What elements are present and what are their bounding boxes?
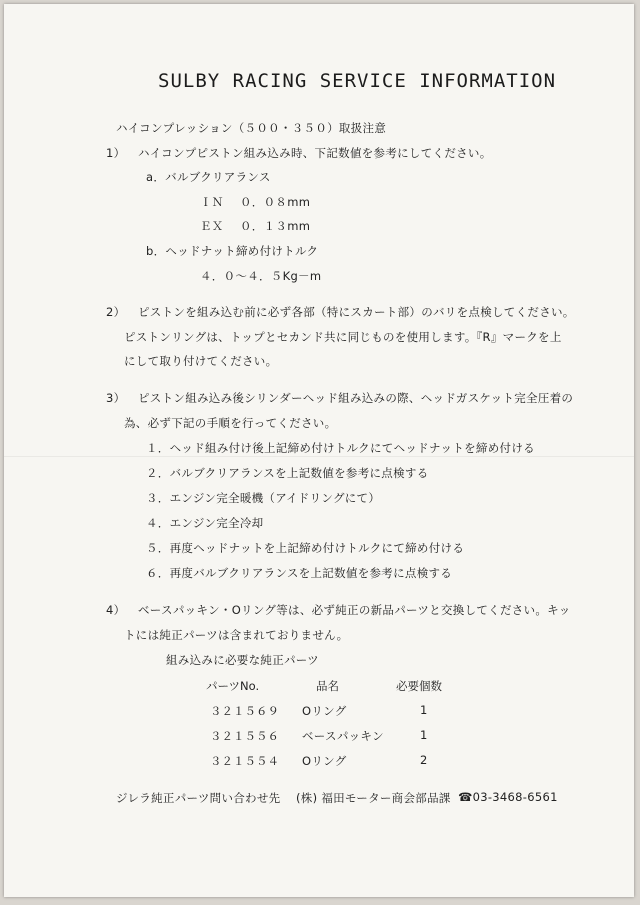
procedure-step: ６．再度バルブクリアランスを上記数値を参考に点検する [146, 566, 453, 580]
section-3-line-2: 為、必ず下記の手順を行ってください。 [124, 416, 337, 430]
section-3-number: 3） [106, 391, 126, 405]
paper-fold-line [4, 456, 634, 457]
section-1-number: 1） [106, 146, 126, 160]
inquiry-label: ジレラ純正パーツ問い合わせ先 [116, 791, 281, 805]
section-3-line-1: ピストン組み込み後シリンダーヘッド組み込みの際、ヘッドガスケット完全圧着の [138, 391, 574, 405]
table-cell-name: ベースパッキン [302, 729, 384, 743]
table-cell-qty: 1 [420, 703, 428, 717]
torque-value: ４．０～４．５Kg－m [200, 269, 322, 283]
procedure-step: ３．エンジン完全暖機（アイドリングにて） [146, 491, 381, 505]
procedure-step: ２．バルブクリアランスを上記数値を参考に点検する [146, 466, 429, 480]
table-header-qty: 必要個数 [396, 679, 442, 693]
table-cell-part-no: ３２１５５４ [210, 754, 279, 768]
company-name: (株) 福田モーター商会部品課 [296, 791, 451, 805]
ex-value: ０．１３mm [240, 219, 311, 233]
torque-label: b．ヘッドナット締め付けトルク [146, 244, 319, 258]
table-cell-name: Oリング [302, 704, 347, 718]
section-4-number: 4） [106, 603, 126, 617]
document-subtitle: ハイコンプレッション（５００・３５０）取扱注意 [116, 121, 387, 135]
document-title: SULBY RACING SERVICE INFORMATION [158, 70, 557, 92]
section-2-line-1: ピストンを組み込む前に必ず各部（特にスカート部）のバリを点検してください。 [138, 305, 575, 319]
section-2-number: 2） [106, 305, 126, 319]
parts-heading: 組み込みに必要な純正パーツ [166, 653, 319, 667]
ex-label: ＥＸ [200, 219, 224, 233]
valve-clearance-label: a．バルブクリアランス [146, 170, 271, 184]
in-label: ＩＮ [200, 195, 224, 209]
section-4-line-2: トには純正パーツは含まれておりません。 [124, 628, 349, 642]
table-cell-qty: 1 [420, 728, 428, 742]
table-cell-name: Oリング [302, 754, 347, 768]
section-2-line-2: ピストンリングは、トップとセカンド共に同じものを使用します。『R』マークを上 [124, 330, 562, 344]
table-header-part-no: パーツNo. [206, 679, 260, 693]
section-4-line-1: ベースパッキン・Oリング等は、必ず純正の新品パーツと交換してください。キッ [138, 603, 571, 617]
procedure-step: ５．再度ヘッドナットを上記締め付けトルクにて締め付ける [146, 541, 465, 555]
document-page [4, 4, 634, 897]
section-1-text: ハイコンプピストン組み込み時、下記数値を参考にしてください。 [138, 146, 492, 160]
table-cell-qty: 2 [420, 753, 428, 767]
table-cell-part-no: ３２１５５６ [210, 729, 279, 743]
procedure-step: １．ヘッド組み付け後上記締め付けトルクにてヘッドナットを締め付ける [146, 441, 535, 455]
section-2-line-3: にして取り付けてください。 [124, 354, 278, 368]
procedure-step: ４．エンジン完全冷却 [146, 516, 264, 530]
table-cell-part-no: ３２１５６９ [210, 704, 279, 718]
phone-number: ☎03-3468-6561 [458, 790, 558, 804]
in-value: ０．０８mm [240, 195, 311, 209]
table-header-name: 品名 [316, 679, 339, 693]
